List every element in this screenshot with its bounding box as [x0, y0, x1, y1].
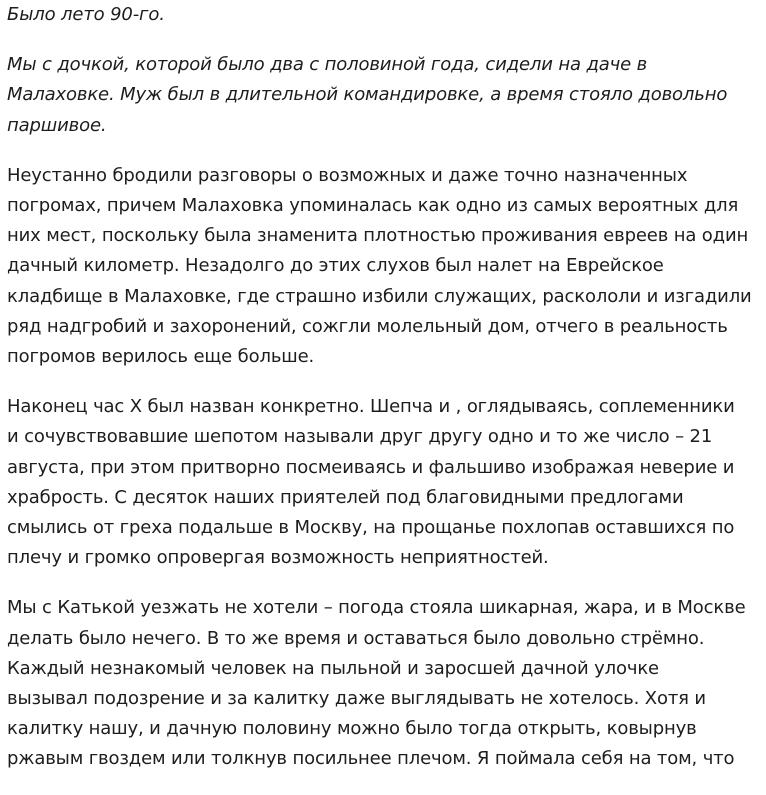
text-line: них мест, поскольку была знаменита плотностью проживания евреев на один [7, 225, 749, 247]
text-line: Мы с Катькой уезжать не хотели – погода стояла шикарная, жара, и в Москве [7, 597, 746, 619]
text-line: вызывал подозрение и за калитку даже выглядывать не хотелось. Хотя и [7, 688, 706, 710]
text-line: Каждый незнакомый человек на пыльной и заросшей дачной улочке [7, 657, 659, 679]
text-line: Малаховке. Муж был в длительной командировке, а время стояло довольно [7, 84, 728, 106]
text-line: калитку нашу, и дачную половину можно было тогда открыть, ковырнув [7, 718, 697, 740]
paragraph-italic [7, 50, 763, 141]
text-line: храбрость. С десяток наших приятелей под благовидными предлогами [7, 486, 684, 508]
text-line: погромов верилось еще больше. [7, 346, 315, 368]
text-line: делать было нечего. В то же время и оставаться было довольно стрёмно. [7, 627, 705, 649]
text-line: кладбище в Малаховке, где страшно избили служащих, раскололи и изгадили [7, 285, 752, 307]
paragraph-intro [7, 0, 763, 30]
paragraph [7, 593, 763, 774]
text-line: смылись от греха подальше в Москву, на прощанье похлопав оставшихся по [7, 517, 735, 539]
text-line: дачный километр. Незадолго до этих слухов был налет на Еврейское [7, 255, 664, 277]
text-line: Было лето 90-го. [7, 4, 165, 25]
text-line: Наконец час Х был назван конкретно. Шепча и , оглядываясь, соплеменники [7, 396, 735, 418]
text-line: Неустанно бродили разговоры о возможных и даже точно назначенных [7, 164, 688, 186]
article-body [7, 0, 763, 795]
text-line: Мы с дочкой, которой было два с половиной года, сидели на даче в [7, 54, 648, 76]
text-line: августа, при этом притворно посмеиваясь и фальшиво изображая неверие и [7, 456, 735, 478]
text-line: паршивое. [7, 114, 107, 136]
paragraph [7, 161, 763, 372]
text-line: погромах, причем Малаховка упоминалась как одно из самых вероятных для [7, 195, 739, 217]
text-line: и сочувствовавшие шепотом называли друг другу одно и то же число – 21 [7, 426, 713, 448]
text-line: ряд надгробий и захоронений, сожгли молельный дом, отчего в реальность [7, 315, 728, 337]
paragraph [7, 392, 763, 573]
text-line: плечу и громко опровергая возможность неприятностей. [7, 547, 549, 569]
text-line: ржавым гвоздем или толкнув посильнее плечом. Я поймала себя на том, что [7, 748, 735, 770]
